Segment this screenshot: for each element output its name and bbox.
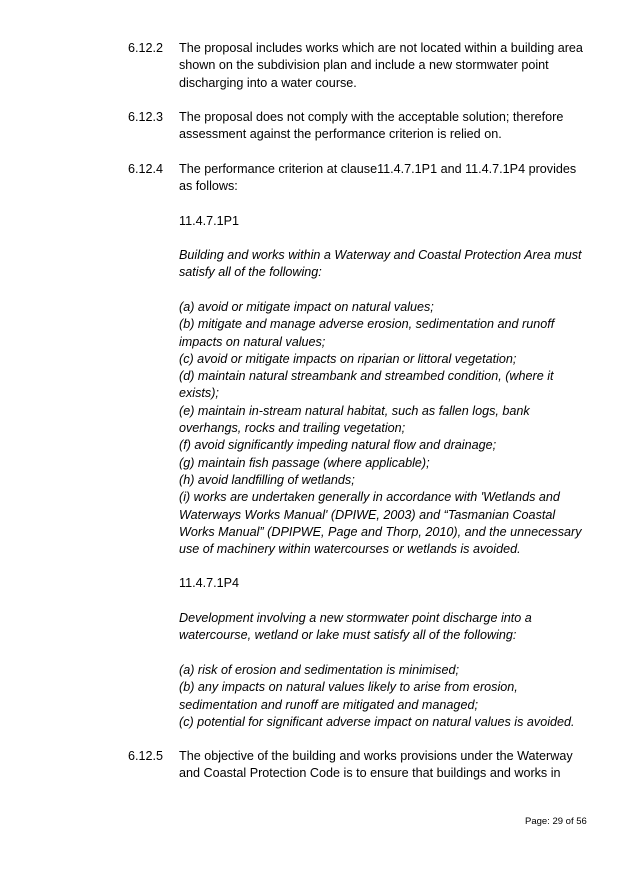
list-item: (g) maintain fish passage (where applicable);: [179, 455, 430, 470]
clause-p4-heading: [179, 575, 589, 592]
list-item: (a) risk of erosion and sedimentation is minimised;: [179, 663, 459, 677]
list-item: (c) avoid or mitigate impacts on riparian or littoral vegetation;: [179, 351, 517, 366]
list-item: (f) avoid significantly impeding natural flow and drainage;: [179, 438, 497, 453]
list-item: (b) mitigate and manage adverse erosion, sedimentation and runoff: [179, 317, 555, 332]
text-line: discharging into a water course.: [179, 75, 357, 90]
list-item: (h) avoid landfilling of wetlands;: [179, 472, 355, 487]
section-text: [179, 161, 589, 196]
section-number: 6.12.4: [128, 162, 164, 176]
section-number: 6.12.2: [128, 41, 164, 55]
list-item: (a) avoid or mitigate impact on natural values;: [179, 300, 434, 314]
list-item: (e) maintain in-stream natural habitat, such as fallen logs, bank: [179, 403, 530, 418]
list-item: overhangs, rocks and trailing vegetation;: [179, 421, 406, 436]
clause-p4-intro: [179, 610, 589, 645]
section-text: [179, 748, 589, 783]
section-text: [179, 109, 589, 144]
list-item: sedimentation and runoff are mitigated and managed;: [179, 697, 478, 712]
text-line: The performance criterion at clause11.4.7.1P1 and 11.4.7.1P4 provides: [179, 162, 577, 176]
list-item: (c) potential for significant adverse impact on natural values is avoided.: [179, 714, 575, 729]
list-item: (d) maintain natural streambank and streambed condition, (where it: [179, 369, 554, 384]
section-number: 6.12.5: [128, 749, 164, 763]
section-text: [179, 40, 589, 92]
text-line: The objective of the building and works provisions under the Waterway: [179, 749, 573, 763]
list-item: (b) any impacts on natural values likely to arise from erosion,: [179, 680, 518, 695]
page-number: Page: 29 of 56: [525, 816, 587, 827]
list-item: use of machinery within watercourses or wetlands is avoided.: [179, 542, 521, 557]
text-line: The proposal includes works which are not located within a building area: [179, 41, 583, 55]
list-item: impacts on natural values;: [179, 334, 326, 349]
text-line: watercourse, wetland or lake must satisfy all of the following:: [179, 628, 517, 643]
text-line: assessment against the performance criterion is relied on.: [179, 127, 502, 142]
clause-p1-items: [179, 299, 589, 558]
text-line: shown on the subdivision plan and include a new stormwater point: [179, 58, 549, 73]
clause-p1-heading: [179, 213, 589, 230]
section-number: 6.12.3: [128, 110, 164, 124]
clause-p4-items: [179, 662, 589, 731]
text-line: as follows:: [179, 179, 238, 194]
list-item: Waterways Works Manual' (DPIWE, 2003) and “Tasmanian Coastal: [179, 507, 556, 522]
list-item: exists);: [179, 386, 219, 401]
list-item: (i) works are undertaken generally in accordance with 'Wetlands and: [179, 490, 560, 505]
list-item: Works Manual” (DPIPWE, Page and Thorp, 2010), and the unnecessary: [179, 524, 582, 539]
text-line: satisfy all of the following:: [179, 265, 322, 280]
clause-heading: 11.4.7.1P4: [179, 576, 239, 590]
text-line: Building and works within a Waterway and Coastal Protection Area must: [179, 248, 582, 262]
clause-p1-intro: [179, 247, 589, 282]
text-line: Development involving a new stormwater point discharge into a: [179, 611, 532, 625]
text-line: The proposal does not comply with the acceptable solution; therefore: [179, 110, 564, 124]
text-line: and Coastal Protection Code is to ensure that buildings and works in: [179, 766, 561, 781]
clause-heading: 11.4.7.1P1: [179, 214, 239, 228]
